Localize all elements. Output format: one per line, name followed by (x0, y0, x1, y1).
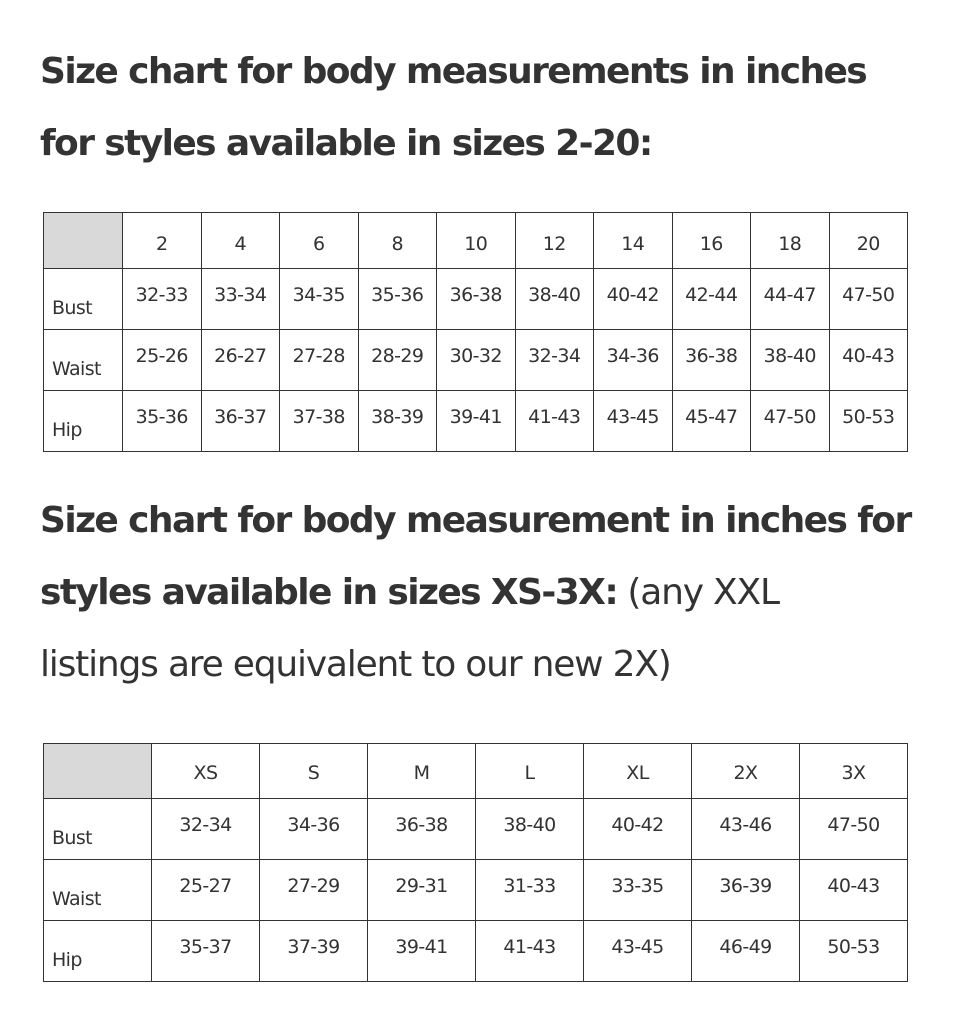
table-cell: 36-38 (672, 330, 751, 391)
size-table-letter (43, 743, 908, 982)
table-cell: 33-35 (584, 860, 692, 921)
size-column-header: 3X (800, 744, 908, 799)
size-column-header: 10 (437, 213, 516, 269)
table-cell: 35-36 (358, 269, 437, 330)
heading-line: Size chart for body measurements in inches (40, 51, 867, 92)
table-cell: 36-38 (368, 799, 476, 860)
row-label-hip: Hip (44, 391, 123, 452)
table-cell: 27-28 (280, 330, 359, 391)
size-column-header: 20 (829, 213, 908, 269)
table-cell: 36-39 (692, 860, 800, 921)
size-column-header: 2 (123, 213, 202, 269)
heading-line (40, 557, 911, 629)
table-cell: 43-46 (692, 799, 800, 860)
table-cell: 34-36 (260, 799, 368, 860)
table-cell: 28-29 (358, 330, 437, 391)
table-cell: 46-49 (692, 921, 800, 982)
table-cell: 29-31 (368, 860, 476, 921)
row-label-hip: Hip (44, 921, 152, 982)
table-cell: 34-35 (280, 269, 359, 330)
size-column-header: S (260, 744, 368, 799)
heading-note-line: listings are equivalent to our new 2X) (40, 644, 671, 685)
table-cell: 34-36 (594, 330, 673, 391)
size-column-header: 6 (280, 213, 359, 269)
table-cell: 50-53 (829, 391, 908, 452)
heading-note-text: (any XXL (617, 572, 779, 613)
table-cell: 40-42 (594, 269, 673, 330)
table-cell: 32-34 (152, 799, 260, 860)
table-cell: 25-26 (123, 330, 202, 391)
table-cell: 40-43 (829, 330, 908, 391)
table-header-row (44, 744, 908, 799)
table-cell: 50-53 (800, 921, 908, 982)
row-label-bust: Bust (44, 269, 123, 330)
size-column-header: 14 (594, 213, 673, 269)
table-cell: 45-47 (672, 391, 751, 452)
table-cell: 41-43 (515, 391, 594, 452)
table-cell: 44-47 (751, 269, 830, 330)
heading-bold-text: styles available in sizes XS-3X: (40, 572, 618, 613)
table-row (44, 921, 908, 982)
row-label-waist: Waist (44, 330, 123, 391)
size-column-header: 18 (751, 213, 830, 269)
table-cell: 30-32 (437, 330, 516, 391)
size-column-header: M (368, 744, 476, 799)
row-label-waist: Waist (44, 860, 152, 921)
table-corner-cell (44, 744, 152, 799)
size-table-numeric (43, 212, 908, 452)
table-cell: 43-45 (584, 921, 692, 982)
size-column-header: XL (584, 744, 692, 799)
table-cell: 32-33 (123, 269, 202, 330)
size-chart-heading-2-20 (40, 36, 866, 180)
table-cell: 36-38 (437, 269, 516, 330)
table-row (44, 860, 908, 921)
table-cell: 47-50 (751, 391, 830, 452)
size-column-header: 12 (515, 213, 594, 269)
table-cell: 32-34 (515, 330, 594, 391)
table-cell: 38-39 (358, 391, 437, 452)
table-header-row (44, 213, 908, 269)
heading-line: Size chart for body measurement in inches for (40, 500, 911, 541)
table-cell: 38-40 (476, 799, 584, 860)
size-column-header: XS (152, 744, 260, 799)
table-cell: 39-41 (437, 391, 516, 452)
table-cell: 47-50 (829, 269, 908, 330)
table-cell: 25-27 (152, 860, 260, 921)
table-cell: 37-39 (260, 921, 368, 982)
table-cell: 33-34 (201, 269, 280, 330)
table-cell: 35-36 (123, 391, 202, 452)
size-chart-heading-xs-3x (40, 485, 911, 701)
table-cell: 27-29 (260, 860, 368, 921)
table-cell: 39-41 (368, 921, 476, 982)
size-column-header: 16 (672, 213, 751, 269)
table-cell: 26-27 (201, 330, 280, 391)
table-row (44, 269, 908, 330)
table-row (44, 799, 908, 860)
row-label-bust: Bust (44, 799, 152, 860)
table-cell: 35-37 (152, 921, 260, 982)
table-cell: 40-42 (584, 799, 692, 860)
table-cell: 42-44 (672, 269, 751, 330)
table-cell: 38-40 (515, 269, 594, 330)
table-cell: 37-38 (280, 391, 359, 452)
table-cell: 41-43 (476, 921, 584, 982)
table-cell: 38-40 (751, 330, 830, 391)
table-cell: 40-43 (800, 860, 908, 921)
table-corner-cell (44, 213, 123, 269)
size-column-header: 4 (201, 213, 280, 269)
table-cell: 47-50 (800, 799, 908, 860)
size-column-header: L (476, 744, 584, 799)
size-column-header: 8 (358, 213, 437, 269)
size-column-header: 2X (692, 744, 800, 799)
table-cell: 31-33 (476, 860, 584, 921)
table-cell: 43-45 (594, 391, 673, 452)
table-row (44, 330, 908, 391)
table-row (44, 391, 908, 452)
heading-line: for styles available in sizes 2-20: (40, 123, 652, 164)
table-cell: 36-37 (201, 391, 280, 452)
